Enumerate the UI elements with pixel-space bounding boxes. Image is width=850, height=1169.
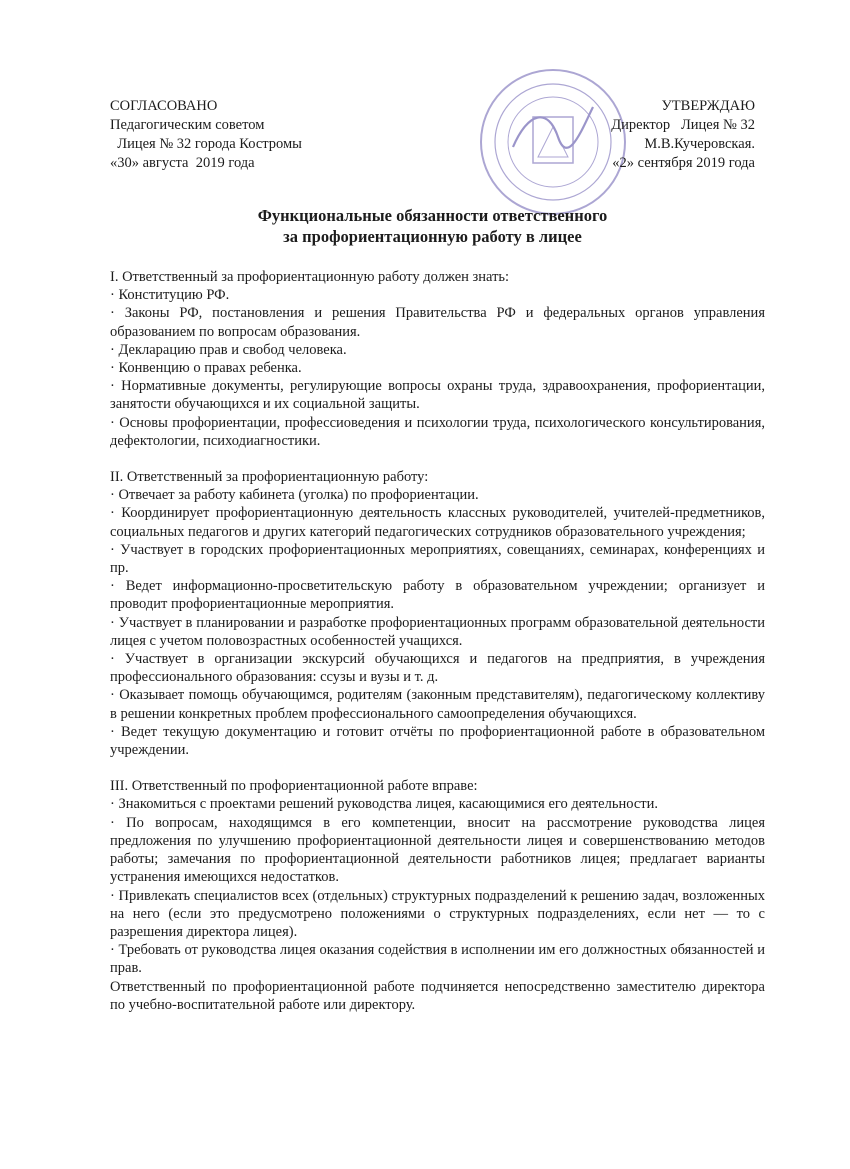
- section-2-item: · Отвечает за работу кабинета (уголка) по профориентации.: [110, 487, 479, 504]
- agreement-line: Лицея № 32 города Костромы: [110, 136, 302, 152]
- section-1-item: · Конституцию РФ.: [110, 287, 230, 304]
- section-2-item: · Оказывает помощь обучающимся, родителям (законным представителям), педагогическому коллективу в решении конкретных проблем профессионального самоопределения обучающихся.: [110, 687, 765, 722]
- section-3-heading: III. Ответственный по профориентационной работе вправе:: [110, 778, 478, 795]
- approval-block: [611, 97, 755, 173]
- section-1-item: · Конвенцию о правах ребенка.: [110, 360, 302, 377]
- section-2-item: · Ведет текущую документацию и готовит отчёты по профориентационной работе в образовательном учреждении.: [110, 723, 765, 759]
- document-body: [110, 268, 765, 1014]
- section-3-item: · Знакомиться с проектами решений руководства лицея, касающимися его деятельности.: [110, 796, 658, 813]
- approval-line: Директор Лицея № 32: [611, 117, 755, 133]
- section-2-item: · Участвует в планировании и разработке профориентационных программ образовательной деятельности лицея с учетом половозрастных особенностей учащихся.: [110, 614, 765, 649]
- approval-line: «2» сентября 2019 года: [612, 155, 755, 171]
- section-1-heading: I. Ответственный за профориентационную работу должен знать:: [110, 269, 510, 285]
- closing-paragraph: Ответственный по профориентационной работе подчиняется непосредственно заместителю директора по учебно-воспитательной работе или директору.: [110, 978, 765, 1013]
- section-2-heading: II. Ответственный за профориентационную работу:: [110, 469, 429, 486]
- section-1-item: · Законы РФ, постановления и решения Правительства РФ и федеральных органов управления образованием по вопросам образования.: [110, 305, 765, 340]
- approval-line: УТВЕРЖДАЮ: [661, 98, 755, 114]
- document-title: [110, 205, 755, 247]
- agreement-line: Педагогическим советом: [110, 117, 265, 133]
- title-line: за профориентационную работу в лицее: [283, 227, 582, 246]
- section-1-item: · Декларацию прав и свобод человека.: [110, 341, 347, 358]
- agreement-block: [110, 97, 302, 173]
- section-1-item: · Основы профориентации, профессиоведения и психологии труда, психологического консультирования, дефектологии, психодиагностики.: [110, 414, 765, 449]
- title-line: Функциональные обязанности ответственного: [257, 206, 608, 225]
- official-seal-icon: [478, 67, 628, 217]
- section-1-item: · Нормативные документы, регулирующие вопросы охраны труда, здравоохранения, профориентации, занятости обучающихся и их социальной защиты.: [110, 378, 765, 413]
- section-2-item: · Ведет информационно-просветительскую работу в образовательном учреждении; организует и проводит профориентационные мероприятия.: [110, 578, 765, 613]
- approval-line: М.В.Кучеровская.: [644, 136, 755, 152]
- section-2-item: · Участвует в организации экскурсий обучающихся и педагогов на предприятия, в учреждения профессионального образования: ссузы и вузы и т. д.: [110, 651, 765, 686]
- section-3-item: · Привлекать специалистов всех (отдельных) структурных подразделений к решению задач, возложенных на него (если это предусмотрено положениями о структурных подразделениях, если нет — то с разрешения директора лицея).: [110, 887, 765, 940]
- agreement-line: «30» августа 2019 года: [110, 155, 255, 171]
- section-2-item: · Участвует в городских профориентационных мероприятиях, совещаниях, семинарах, конференциях и пр.: [110, 541, 765, 577]
- section-2-item: · Координирует профориентационную деятельность классных руководителей, учителей-предметников, социальных педагогов и других категорий педагогических сотрудников образовательного учреждения;: [110, 505, 765, 540]
- section-3-item: · По вопросам, находящимся в его компетенции, вносит на рассмотрение руководства лицея предложения по улучшению профориентационной деятельности лицея и совершенствованию методов работы; замечания по профориентационной деятельности работников лицея; предлагает варианты устранения имеющихся недостатков.: [110, 814, 765, 886]
- section-3-item: · Требовать от руководства лицея оказания содействия в исполнении им его должностных обязанностей и прав.: [110, 942, 765, 977]
- agreement-line: СОГЛАСОВАНО: [110, 98, 218, 114]
